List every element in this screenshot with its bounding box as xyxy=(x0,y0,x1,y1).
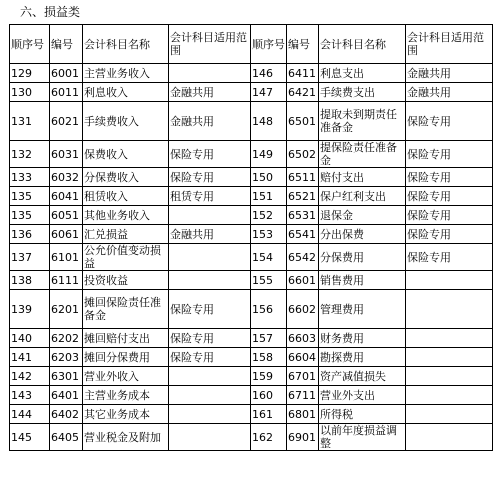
account-name-cell: 所得税 xyxy=(319,405,406,424)
seq-cell: 132 xyxy=(10,141,50,168)
account-name-cell: 其他业务收入 xyxy=(83,206,169,225)
scope-cell: 保险专用 xyxy=(169,168,251,187)
scope-cell xyxy=(406,271,493,290)
col-header-code: 编号 xyxy=(50,25,83,64)
code-cell: 6201 xyxy=(50,290,83,329)
account-name-cell: 勘探费用 xyxy=(319,348,406,367)
code-cell: 6701 xyxy=(287,367,319,386)
seq-cell: 162 xyxy=(251,424,287,451)
code-cell: 6401 xyxy=(50,386,83,405)
account-name-cell: 营业税金及附加 xyxy=(83,424,169,451)
code-cell: 6501 xyxy=(287,102,319,141)
seq-cell: 150 xyxy=(251,168,287,187)
scope-cell: 保险专用 xyxy=(169,141,251,168)
seq-cell: 151 xyxy=(251,187,287,206)
scope-cell xyxy=(406,348,493,367)
seq-cell: 131 xyxy=(10,102,50,141)
account-name-cell: 手续费收入 xyxy=(83,102,169,141)
account-name-cell: 摊回赔付支出 xyxy=(83,329,169,348)
code-cell: 6603 xyxy=(287,329,319,348)
table-row xyxy=(10,329,493,348)
account-name-cell: 销售费用 xyxy=(319,271,406,290)
scope-cell xyxy=(169,64,251,83)
col-header-seq: 顺序号 xyxy=(10,25,50,64)
seq-cell: 149 xyxy=(251,141,287,168)
account-name-cell: 投资收益 xyxy=(83,271,169,290)
account-name-cell: 财务费用 xyxy=(319,329,406,348)
code-cell: 6202 xyxy=(50,329,83,348)
table-row xyxy=(10,244,493,271)
scope-cell: 保险专用 xyxy=(169,348,251,367)
scope-cell: 保险专用 xyxy=(406,187,493,206)
scope-cell: 金融共用 xyxy=(406,83,493,102)
scope-cell: 金融共用 xyxy=(406,64,493,83)
account-name-cell: 赔付支出 xyxy=(319,168,406,187)
scope-cell xyxy=(406,290,493,329)
col-header-name: 会计科目名称 xyxy=(83,25,169,64)
col-header-name: 会计科目名称 xyxy=(319,25,406,64)
scope-cell: 保险专用 xyxy=(406,168,493,187)
table-row xyxy=(10,168,493,187)
seq-cell: 146 xyxy=(251,64,287,83)
seq-cell: 141 xyxy=(10,348,50,367)
seq-cell: 138 xyxy=(10,271,50,290)
table-row xyxy=(10,290,493,329)
account-name-cell: 营业外支出 xyxy=(319,386,406,405)
code-cell: 6531 xyxy=(287,206,319,225)
account-name-cell: 汇兑损益 xyxy=(83,225,169,244)
scope-cell: 金融共用 xyxy=(169,225,251,244)
table-row xyxy=(10,271,493,290)
account-name-cell: 分保费收入 xyxy=(83,168,169,187)
seq-cell: 145 xyxy=(10,424,50,451)
account-name-cell: 租赁收入 xyxy=(83,187,169,206)
code-cell: 6203 xyxy=(50,348,83,367)
account-name-cell: 管理费用 xyxy=(319,290,406,329)
scope-cell xyxy=(169,271,251,290)
account-table xyxy=(9,24,493,451)
seq-cell: 155 xyxy=(251,271,287,290)
account-name-cell: 营业外收入 xyxy=(83,367,169,386)
seq-cell: 159 xyxy=(251,367,287,386)
section-heading: 六、损益类 xyxy=(20,5,81,19)
account-name-cell: 以前年度损益调整 xyxy=(319,424,406,451)
seq-cell: 144 xyxy=(10,405,50,424)
account-name-cell: 提取未到期责任准备金 xyxy=(319,102,406,141)
code-cell: 6411 xyxy=(287,64,319,83)
account-name-cell: 主营业务收入 xyxy=(83,64,169,83)
header-row xyxy=(10,25,493,64)
table-row xyxy=(10,386,493,405)
code-cell: 6001 xyxy=(50,64,83,83)
account-name-cell: 保户红利支出 xyxy=(319,187,406,206)
scope-cell: 金融共用 xyxy=(169,102,251,141)
scope-cell: 保险专用 xyxy=(406,102,493,141)
col-header-scope: 会计科目适用范围 xyxy=(169,25,251,64)
table-row xyxy=(10,141,493,168)
seq-cell: 153 xyxy=(251,225,287,244)
scope-cell: 保险专用 xyxy=(169,290,251,329)
seq-cell: 135 xyxy=(10,206,50,225)
table-row xyxy=(10,64,493,83)
table-row xyxy=(10,102,493,141)
code-cell: 6604 xyxy=(287,348,319,367)
seq-cell: 161 xyxy=(251,405,287,424)
account-name-cell: 摊回保险责任准备金 xyxy=(83,290,169,329)
account-name-cell: 摊回分保费用 xyxy=(83,348,169,367)
account-name-cell: 主营业务成本 xyxy=(83,386,169,405)
account-name-cell: 保费收入 xyxy=(83,141,169,168)
table-row xyxy=(10,348,493,367)
account-name-cell: 公允价值变动损益 xyxy=(83,244,169,271)
code-cell: 6502 xyxy=(287,141,319,168)
table-row xyxy=(10,405,493,424)
scope-cell xyxy=(406,386,493,405)
code-cell: 6901 xyxy=(287,424,319,451)
seq-cell: 142 xyxy=(10,367,50,386)
account-name-cell: 提保险责任准备金 xyxy=(319,141,406,168)
seq-cell: 143 xyxy=(10,386,50,405)
account-name-cell: 分出保费 xyxy=(319,225,406,244)
scope-cell: 保险专用 xyxy=(406,225,493,244)
code-cell: 6402 xyxy=(50,405,83,424)
account-name-cell: 资产减值损失 xyxy=(319,367,406,386)
table-row xyxy=(10,225,493,244)
table-row xyxy=(10,206,493,225)
code-cell: 6032 xyxy=(50,168,83,187)
seq-cell: 137 xyxy=(10,244,50,271)
seq-cell: 129 xyxy=(10,64,50,83)
code-cell: 6801 xyxy=(287,405,319,424)
seq-cell: 139 xyxy=(10,290,50,329)
account-name-cell: 利息支出 xyxy=(319,64,406,83)
seq-cell: 136 xyxy=(10,225,50,244)
scope-cell xyxy=(169,386,251,405)
code-cell: 6051 xyxy=(50,206,83,225)
seq-cell: 147 xyxy=(251,83,287,102)
seq-cell: 135 xyxy=(10,187,50,206)
scope-cell xyxy=(406,367,493,386)
seq-cell: 133 xyxy=(10,168,50,187)
scope-cell xyxy=(169,405,251,424)
seq-cell: 130 xyxy=(10,83,50,102)
table-row xyxy=(10,367,493,386)
code-cell: 6061 xyxy=(50,225,83,244)
account-name-cell: 手续费支出 xyxy=(319,83,406,102)
col-header-code: 编号 xyxy=(287,25,319,64)
col-header-seq: 顺序号 xyxy=(251,25,287,64)
code-cell: 6111 xyxy=(50,271,83,290)
scope-cell xyxy=(169,244,251,271)
code-cell: 6521 xyxy=(287,187,319,206)
scope-cell: 保险专用 xyxy=(406,141,493,168)
scope-cell: 金融共用 xyxy=(169,83,251,102)
account-name-cell: 其它业务成本 xyxy=(83,405,169,424)
table-row xyxy=(10,83,493,102)
table-row xyxy=(10,424,493,451)
code-cell: 6301 xyxy=(50,367,83,386)
scope-cell: 保险专用 xyxy=(406,244,493,271)
scope-cell xyxy=(169,424,251,451)
scope-cell: 保险专用 xyxy=(169,329,251,348)
code-cell: 6541 xyxy=(287,225,319,244)
seq-cell: 157 xyxy=(251,329,287,348)
seq-cell: 154 xyxy=(251,244,287,271)
code-cell: 6031 xyxy=(50,141,83,168)
code-cell: 6011 xyxy=(50,83,83,102)
table-row xyxy=(10,187,493,206)
scope-cell xyxy=(406,405,493,424)
code-cell: 6711 xyxy=(287,386,319,405)
seq-cell: 140 xyxy=(10,329,50,348)
account-name-cell: 分保费用 xyxy=(319,244,406,271)
scope-cell xyxy=(406,424,493,451)
seq-cell: 156 xyxy=(251,290,287,329)
code-cell: 6511 xyxy=(287,168,319,187)
account-name-cell: 退保金 xyxy=(319,206,406,225)
scope-cell xyxy=(406,329,493,348)
code-cell: 6601 xyxy=(287,271,319,290)
code-cell: 6041 xyxy=(50,187,83,206)
scope-cell xyxy=(169,206,251,225)
code-cell: 6602 xyxy=(287,290,319,329)
scope-cell xyxy=(169,367,251,386)
code-cell: 6021 xyxy=(50,102,83,141)
scope-cell: 保险专用 xyxy=(406,206,493,225)
seq-cell: 152 xyxy=(251,206,287,225)
account-name-cell: 利息收入 xyxy=(83,83,169,102)
seq-cell: 148 xyxy=(251,102,287,141)
code-cell: 6421 xyxy=(287,83,319,102)
code-cell: 6101 xyxy=(50,244,83,271)
col-header-scope: 会计科目适用范围 xyxy=(406,25,493,64)
seq-cell: 158 xyxy=(251,348,287,367)
code-cell: 6542 xyxy=(287,244,319,271)
scope-cell: 租赁专用 xyxy=(169,187,251,206)
seq-cell: 160 xyxy=(251,386,287,405)
code-cell: 6405 xyxy=(50,424,83,451)
